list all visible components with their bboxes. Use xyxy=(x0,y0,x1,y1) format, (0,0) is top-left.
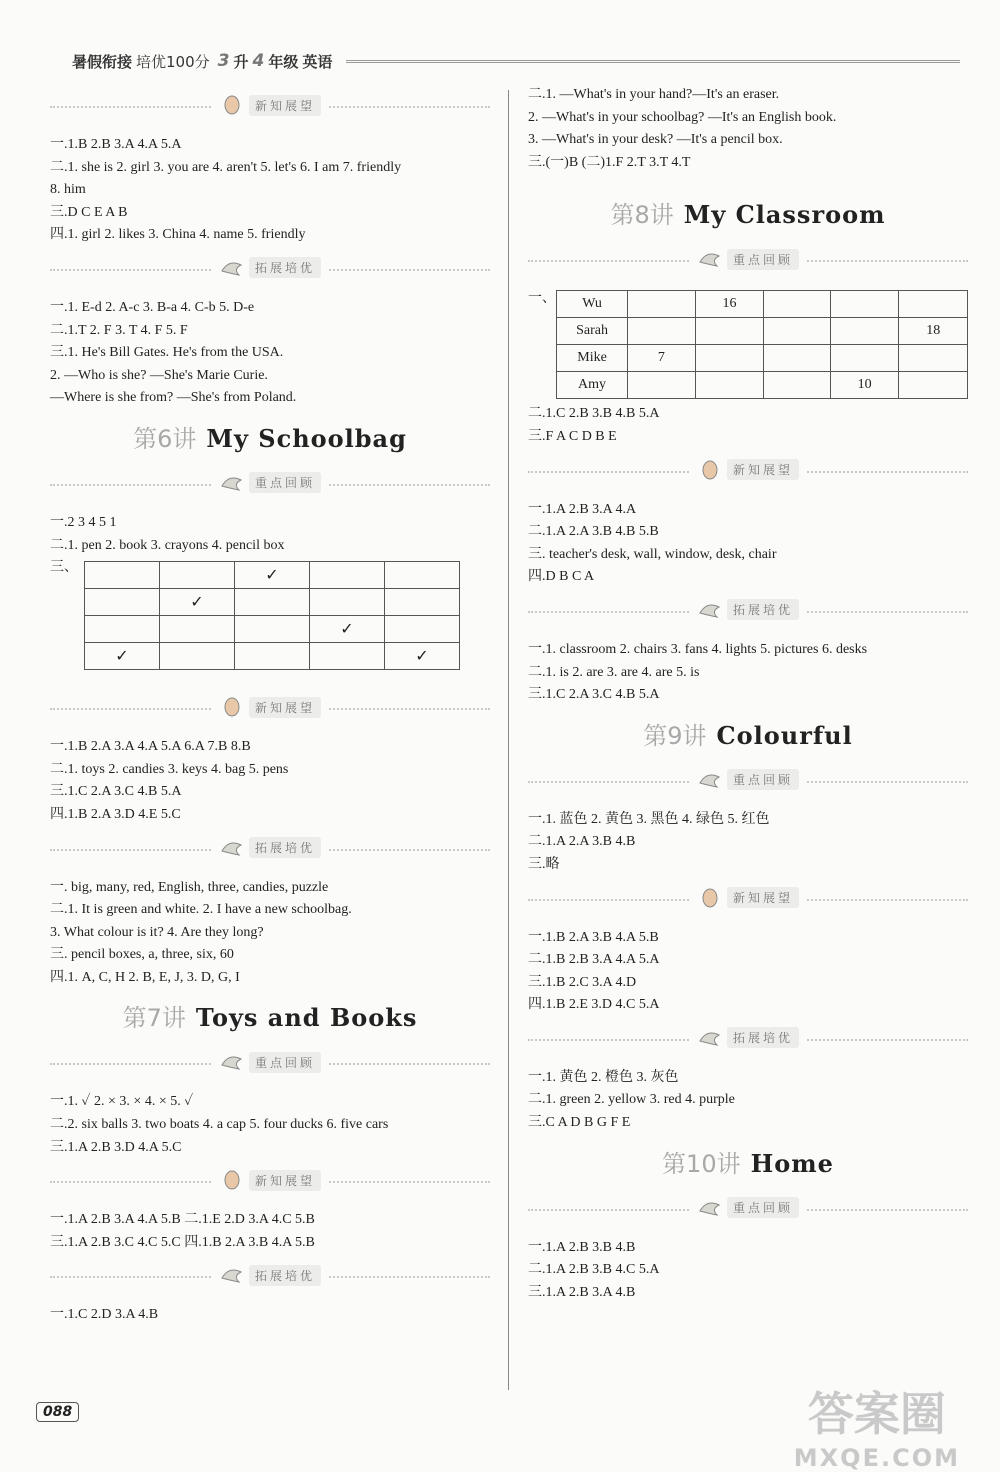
table-label: 三、 xyxy=(50,560,78,576)
answer-line: 三.D C E A B xyxy=(50,204,128,220)
answer-block xyxy=(528,809,968,877)
lesson-7-title xyxy=(50,995,490,1041)
answer-line: 二.1. she is 2. girl 3. you are 4. aren't 5. let's 6. I am 7. friendly xyxy=(50,159,402,175)
section-label: 拓展培优 xyxy=(249,1265,321,1286)
answer-line: 一.1. classroom 2. chairs 3. fans 4. lights 5. pictures 6. desks xyxy=(528,641,868,657)
answer-line: 三.C A D B G F E xyxy=(528,1115,631,1131)
lesson-6-title xyxy=(50,416,490,462)
subject: 英语 xyxy=(302,52,333,71)
table-cell xyxy=(764,318,831,345)
section-label: 新知展望 xyxy=(249,697,321,718)
table-cell: Amy xyxy=(557,372,628,399)
answer-line: 2. —What's in your schoolbag? —It's an English book. xyxy=(528,109,837,125)
check-table xyxy=(84,561,460,670)
lesson-name: Toys and Books xyxy=(195,1003,418,1033)
score-table xyxy=(556,290,968,399)
answer-block xyxy=(528,403,968,448)
ear-icon xyxy=(697,887,723,909)
check-table-wrap xyxy=(50,557,490,670)
section-label: 新知展望 xyxy=(249,1170,321,1191)
section-extension xyxy=(50,251,490,291)
section-new-knowledge xyxy=(528,881,968,921)
section-label: 重点回顾 xyxy=(249,1052,321,1073)
answer-block xyxy=(50,512,490,557)
section-review xyxy=(528,1191,968,1231)
answer-block xyxy=(50,1091,490,1159)
answer-line: 一.1. 蓝色 2. 黄色 3. 黑色 4. 绿色 5. 红色 xyxy=(528,811,770,827)
section-extension xyxy=(528,593,968,633)
section-label: 拓展培优 xyxy=(249,257,321,278)
right-column xyxy=(528,84,968,1304)
ear-icon xyxy=(697,459,723,481)
table-cell xyxy=(628,291,696,318)
grade-from: 3 xyxy=(217,51,230,71)
table-cell: Mike xyxy=(557,345,628,372)
table-cell xyxy=(899,345,968,372)
answer-line: 三.1.A 2.B 3.D 4.A 5.C xyxy=(50,1139,182,1155)
table-cell xyxy=(628,318,696,345)
answer-line: 一.1. E-d 2. A-c 3. B-a 4. C-b 5. D-e xyxy=(50,299,255,315)
table-cell: 16 xyxy=(695,291,764,318)
answer-line: 三.略 xyxy=(528,856,560,872)
answer-line: 二.2. six balls 3. two boats 4. a cap 5. four ducks 6. five cars xyxy=(50,1117,389,1133)
section-new-knowledge xyxy=(50,1163,490,1203)
lesson-9-title xyxy=(528,713,968,759)
section-extension xyxy=(528,1021,968,1061)
section-review xyxy=(528,763,968,803)
check-icon: ✓ xyxy=(340,621,354,639)
grade-mid: 升 xyxy=(233,52,249,71)
answer-line: 2. —Who is she? —She's Marie Curie. xyxy=(50,367,268,383)
section-label: 拓展培优 xyxy=(727,599,799,620)
book-title: 暑假衔接 xyxy=(72,52,133,71)
answer-line: 二.1. toys 2. candies 3. keys 4. bag 5. pens xyxy=(50,761,289,777)
section-label: 新知展望 xyxy=(727,887,799,908)
answer-block xyxy=(528,84,968,174)
ear-icon xyxy=(219,696,245,718)
answer-block xyxy=(50,134,490,247)
answer-block xyxy=(528,927,968,1017)
table-cell xyxy=(695,372,764,399)
answer-line: 二.1. It is green and white. 2. I have a new schoolbag. xyxy=(50,902,352,918)
answer-block xyxy=(528,1237,968,1305)
answer-line: 二.1.B 2.B 3.A 4.A 5.A xyxy=(528,952,660,968)
answer-line: 二.1.C 2.B 3.B 4.B 5.A xyxy=(528,406,660,422)
lesson-8-title xyxy=(528,192,968,238)
section-review xyxy=(50,1045,490,1085)
section-extension xyxy=(50,1258,490,1298)
score-table-wrap xyxy=(528,288,968,399)
section-new-knowledge xyxy=(50,88,490,128)
answer-line: 3. —What's in your desk? —It's a pencil box. xyxy=(528,132,783,148)
answer-line: 一. big, many, red, English, three, candies, puzzle xyxy=(50,879,329,895)
answer-block xyxy=(50,877,490,990)
answer-block xyxy=(528,1067,968,1135)
page-number: 088 xyxy=(36,1402,79,1422)
answer-line: 一.1. ✓ 2. × 3. × 4. × 5. ✓ xyxy=(50,1094,194,1110)
bird-icon xyxy=(697,248,723,270)
table-cell xyxy=(830,345,899,372)
table-cell xyxy=(628,372,696,399)
answer-block xyxy=(50,297,490,410)
answer-line: 三. pencil boxes, a, three, six, 60 xyxy=(50,947,234,963)
watermark-text: 答案圈 xyxy=(807,1387,946,1441)
table-cell: Sarah xyxy=(557,318,628,345)
bird-icon xyxy=(219,837,245,859)
answer-line: 二.1. —What's in your hand?—It's an eraser. xyxy=(528,87,780,102)
answer-line: 三.1.A 2.B 3.A 4.B xyxy=(528,1284,636,1300)
bird-icon xyxy=(697,1197,723,1219)
answer-line: —Where is she from? —She's from Poland. xyxy=(50,390,297,406)
answer-line: 二.1.A 2.A 3.B 4.B 5.B xyxy=(528,524,659,540)
answer-line: 四.1.B 2.A 3.D 4.E 5.C xyxy=(50,806,181,822)
check-icon: ✓ xyxy=(415,648,429,666)
table-cell: 18 xyxy=(899,318,968,345)
answer-line: 三.1.C 2.A 3.C 4.B 5.A xyxy=(50,784,182,800)
answer-line: 二.1.A 2.A 3.B 4.B xyxy=(528,834,636,850)
lesson-name: Colourful xyxy=(716,720,853,750)
ear-icon xyxy=(219,94,245,116)
answer-line: 四.1. A, C, H 2. B, E, J, 3. D, G, I xyxy=(50,969,240,985)
answer-line: 二.1.T 2. F 3. T 4. F 5. F xyxy=(50,322,188,338)
table-cell xyxy=(764,372,831,399)
answer-line: 二.1.A 2.B 3.B 4.C 5.A xyxy=(528,1262,660,1278)
answer-line: 3. What colour is it? 4. Are they long? xyxy=(50,924,264,940)
check-icon: ✓ xyxy=(265,567,279,585)
bird-icon xyxy=(697,1027,723,1049)
answer-line: 一.1.B 2.B 3.A 4.A 5.A xyxy=(50,137,182,152)
answer-line: 一.1.C 2.D 3.A 4.B xyxy=(50,1307,159,1323)
answer-line: 二.1. pen 2. book 3. crayons 4. pencil box xyxy=(50,537,285,553)
answer-line: 二.1. green 2. yellow 3. red 4. purple xyxy=(528,1092,735,1108)
lesson-name: My Classroom xyxy=(683,200,886,230)
answer-line: 一.1. 黄色 2. 橙色 3. 灰色 xyxy=(528,1069,679,1085)
answer-block xyxy=(50,1304,490,1327)
lesson-number: 第10讲 xyxy=(662,1149,741,1178)
bird-icon xyxy=(219,257,245,279)
watermark xyxy=(794,1378,960,1472)
left-column xyxy=(50,84,490,1327)
table-cell xyxy=(830,291,899,318)
section-new-knowledge xyxy=(50,690,490,730)
lesson-number: 第7讲 xyxy=(122,1004,186,1033)
section-label: 重点回顾 xyxy=(727,249,799,270)
answer-block xyxy=(528,499,968,589)
section-review xyxy=(50,466,490,506)
answer-line: 三.F A C D B E xyxy=(528,428,617,444)
bird-icon xyxy=(219,472,245,494)
answer-line: 四.1. girl 2. likes 3. China 4. name 5. friendly xyxy=(50,227,306,243)
section-label: 重点回顾 xyxy=(727,1197,799,1218)
answer-line: 一.1.A 2.B 3.A 4.A xyxy=(528,501,637,517)
section-label: 拓展培优 xyxy=(249,837,321,858)
answer-line: 四.D B C A xyxy=(528,569,595,585)
lesson-name: Home xyxy=(750,1148,834,1178)
answer-line: 8. him xyxy=(50,182,86,198)
table-cell xyxy=(830,318,899,345)
table-cell xyxy=(695,345,764,372)
check-icon: ✓ xyxy=(190,594,204,612)
lesson-name: My Schoolbag xyxy=(206,423,407,453)
grade-to: 4 xyxy=(252,51,265,71)
watermark-url: MXQE.COM xyxy=(793,1444,960,1472)
lesson-10-title xyxy=(528,1141,968,1187)
table-cell xyxy=(899,372,968,399)
answer-line: 三. teacher's desk, wall, window, desk, chair xyxy=(528,546,777,562)
answer-line: 一.1.A 2.B 3.B 4.B xyxy=(528,1239,636,1255)
answer-line: 三.1. He's Bill Gates. He's from the USA. xyxy=(50,345,284,361)
table-cell xyxy=(899,291,968,318)
section-label: 重点回顾 xyxy=(727,769,799,790)
check-icon: ✓ xyxy=(115,648,129,666)
lesson-number: 第9讲 xyxy=(643,721,707,750)
section-extension xyxy=(50,831,490,871)
table-cell: 7 xyxy=(628,345,696,372)
table-cell: Wu xyxy=(557,291,628,318)
bird-icon xyxy=(219,1051,245,1073)
table-label: 一、 xyxy=(528,291,556,307)
table-cell xyxy=(764,345,831,372)
answer-line: 三.1.B 2.C 3.A 4.D xyxy=(528,974,637,990)
answer-line: 四.1.B 2.E 3.D 4.C 5.A xyxy=(528,997,660,1013)
lesson-number: 第6讲 xyxy=(133,424,197,453)
section-review xyxy=(528,242,968,282)
answer-line: 三.1.A 2.B 3.C 4.C 5.C 四.1.B 2.A 3.B 4.A 5.B xyxy=(50,1234,315,1250)
answer-line: 三.(一)B (二)1.F 2.T 3.T 4.T xyxy=(528,154,691,170)
answer-block xyxy=(50,736,490,826)
table-cell xyxy=(695,318,764,345)
page-header xyxy=(72,48,960,74)
answer-line: 三.1.C 2.A 3.C 4.B 5.A xyxy=(528,687,660,703)
lesson-number: 第8讲 xyxy=(610,201,674,230)
header-rule xyxy=(346,60,960,63)
section-label: 新知展望 xyxy=(249,95,321,116)
answer-block xyxy=(50,1209,490,1254)
answer-line: 一.2 3 4 5 1 xyxy=(50,514,117,530)
table-cell: 10 xyxy=(830,372,899,399)
table-cell xyxy=(764,291,831,318)
ear-icon xyxy=(219,1169,245,1191)
section-label: 新知展望 xyxy=(727,459,799,480)
book-subtitle: 培优100分 xyxy=(136,52,210,71)
bird-icon xyxy=(219,1264,245,1286)
bird-icon xyxy=(697,599,723,621)
answer-block xyxy=(528,639,968,707)
answer-line: 一.1.B 2.A 3.B 4.A 5.B xyxy=(528,929,659,945)
section-label: 拓展培优 xyxy=(727,1027,799,1048)
column-divider xyxy=(508,90,509,1390)
grade-suffix: 年级 xyxy=(268,52,299,71)
section-label: 重点回顾 xyxy=(249,472,321,493)
answer-line: 一.1.A 2.B 3.A 4.A 5.B 二.1.E 2.D 3.A 4.C 5.B xyxy=(50,1212,315,1228)
section-new-knowledge xyxy=(528,453,968,493)
answer-line: 二.1. is 2. are 3. are 4. are 5. is xyxy=(528,664,700,680)
bird-icon xyxy=(697,769,723,791)
answer-line: 一.1.B 2.A 3.A 4.A 5.A 6.A 7.B 8.B xyxy=(50,739,251,755)
